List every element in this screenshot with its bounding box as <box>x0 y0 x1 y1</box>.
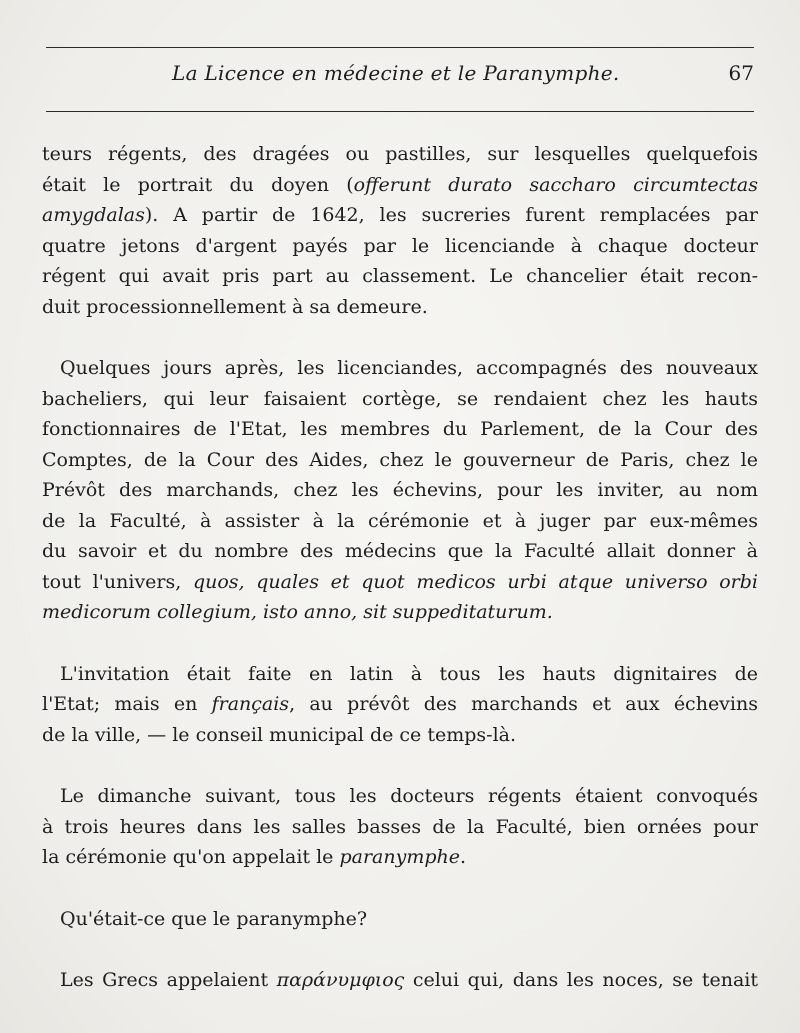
italic-text: παράνυμφιος <box>276 969 405 991</box>
text-segment: de la Faculté, à assister à la cérémonie et à juger par eux-mêmes <box>42 509 758 532</box>
paragraph-gap <box>42 873 758 904</box>
header-rule-top <box>46 47 754 48</box>
paragraph <box>42 139 758 322</box>
text-segment: était le portrait du doyen ( <box>42 173 354 196</box>
text-line <box>42 720 758 751</box>
page-number: 67 <box>728 61 754 85</box>
text-segment: . <box>460 846 467 868</box>
text-segment: duit processionnellement à sa demeure. <box>42 295 428 318</box>
text-line <box>42 659 758 690</box>
paragraph <box>42 353 758 628</box>
text-line <box>42 812 758 843</box>
text-line <box>42 200 758 231</box>
text-segment: teurs régents, des dragées ou pastilles, sur lesquelles quelquefois <box>42 143 758 165</box>
text-segment: Quelques jours après, les licenciandes, accompagnés des nouveaux <box>60 357 758 379</box>
text-line <box>42 384 758 415</box>
paragraph <box>42 781 758 873</box>
text-segment: régent qui avait pris part au classement. Le chancelier était recon- <box>42 265 758 287</box>
text-segment: tout l'univers, <box>42 570 193 593</box>
paragraph-gap <box>42 934 758 965</box>
body-text <box>42 139 758 996</box>
text-segment: quatre jetons d'argent payés par le licenciande à chaque docteur <box>42 234 758 257</box>
text-segment: fonctionnaires de l'Etat, les membres du Parlement, de la Cour des <box>42 418 758 440</box>
text-line <box>42 170 758 201</box>
running-title: La Licence en médecine et le Paranymphe. <box>172 61 620 85</box>
text-line <box>42 292 758 323</box>
italic-text: offerunt durato saccharo circumtectas <box>353 173 758 196</box>
paragraph <box>42 659 758 751</box>
paragraph <box>42 965 758 996</box>
text-segment: Comptes, de la Cour des Aides, chez le gouverneur de Paris, chez le <box>42 448 758 471</box>
text-line <box>42 261 758 292</box>
text-segment: bacheliers, qui leur faisaient cortège, se rendaient chez les hauts <box>42 387 758 410</box>
text-segment: de la ville, — le conseil municipal de ce temps-là. <box>42 723 517 746</box>
text-segment: du savoir et du nombre des médecins que la Faculté allait donner à <box>42 540 758 562</box>
text-line <box>42 781 758 812</box>
paragraph <box>42 904 758 935</box>
italic-text: français <box>211 693 290 715</box>
text-segment: la cérémonie qu'on appelait le <box>42 846 340 868</box>
text-segment: Prévôt des marchands, chez les échevins, pour les inviter, au nom <box>42 479 758 501</box>
paragraph-gap <box>42 322 758 353</box>
text-line <box>42 139 758 170</box>
paragraph-gap <box>42 628 758 659</box>
text-segment: celui qui, dans les noces, se tenait <box>404 969 758 991</box>
header-rule-bottom <box>46 111 754 112</box>
italic-text: paranymphe <box>339 846 460 868</box>
text-line <box>42 904 758 935</box>
text-line <box>42 536 758 567</box>
text-line <box>42 353 758 384</box>
text-line <box>42 567 758 598</box>
text-line <box>42 842 758 873</box>
text-segment: , au prévôt des marchands et aux échevins <box>289 693 758 715</box>
text-segment: à trois heures dans les salles basses de la Faculté, bien ornées pour <box>42 815 758 838</box>
italic-text: amygdalas <box>42 204 145 226</box>
running-head <box>46 61 754 91</box>
text-line <box>42 414 758 445</box>
paragraph-gap <box>42 750 758 781</box>
text-line <box>42 475 758 506</box>
text-segment: Qu'était-ce que le paranymphe? <box>60 907 368 930</box>
italic-text: quos, quales et quot medicos urbi atque universo orbi <box>192 570 758 593</box>
text-line <box>42 445 758 476</box>
text-segment: ). A partir de 1642, les sucreries furent remplacées par <box>144 204 758 226</box>
text-line <box>42 689 758 720</box>
text-segment: l'Etat; mais en <box>42 693 212 715</box>
text-segment: L'invitation était faite en latin à tous les hauts dignitaires de <box>60 662 758 685</box>
text-segment: Le dimanche suivant, tous les docteurs régents étaient convoqués <box>60 785 758 807</box>
text-line <box>42 965 758 996</box>
text-segment: Les Grecs appelaient <box>60 969 277 991</box>
text-line <box>42 597 758 628</box>
text-line <box>42 231 758 262</box>
italic-text: medicorum collegium, isto anno, sit suppeditaturum. <box>42 601 553 623</box>
text-line <box>42 506 758 537</box>
